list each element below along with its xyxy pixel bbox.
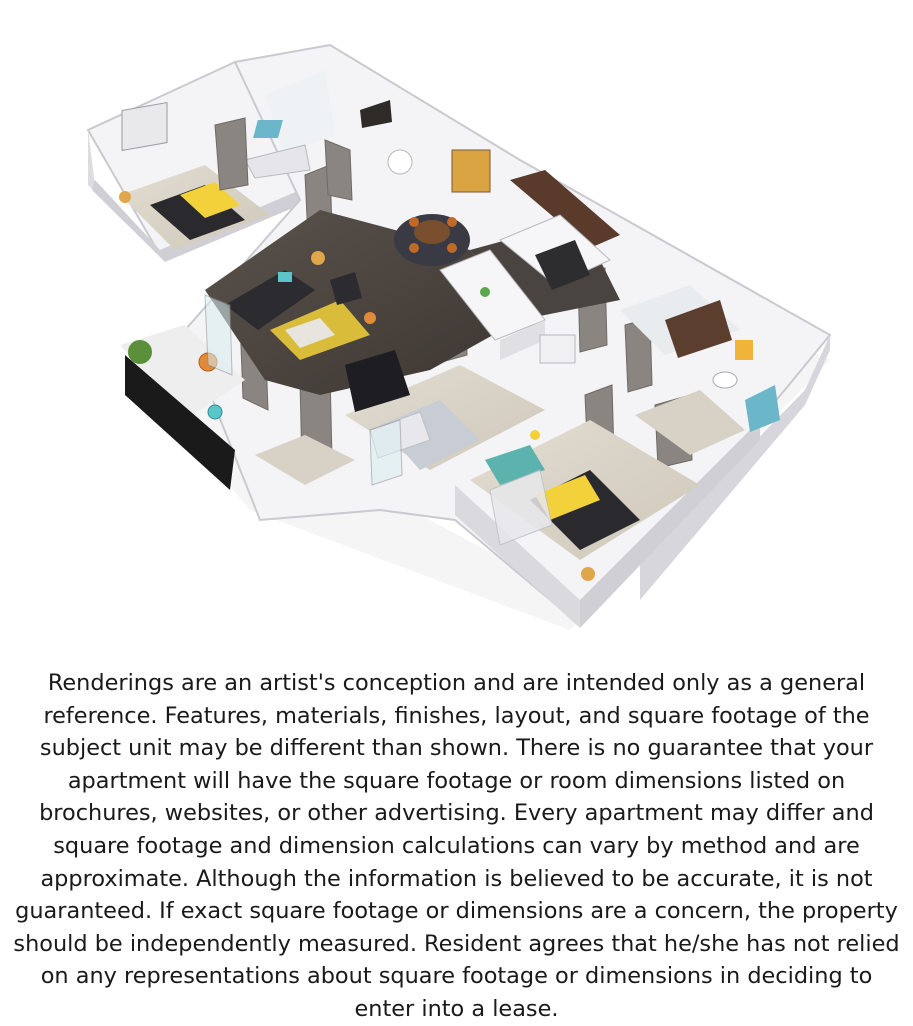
plant-icon: [128, 340, 152, 364]
disclaimer-text: Renderings are an artist's conception and are intended only as a general reference. Features, materials, finishes, layout, and square footage of the subject unit may be different than shown. There is no guarantee that your apartment will have the square footage or room dimensions listed on brochures, websites, or other advertising. Every apartment may differ and square footage and dimension calculations can vary by method and are approximate. Although the information is believed to be accurate, it is not guaranteed. If exact square footage or dimensions are a concern, the property should be independently measured. Resident agrees that he/she has not relied on any representations about square footage or dimensions in deciding to enter into a lease.: [13, 670, 900, 1022]
